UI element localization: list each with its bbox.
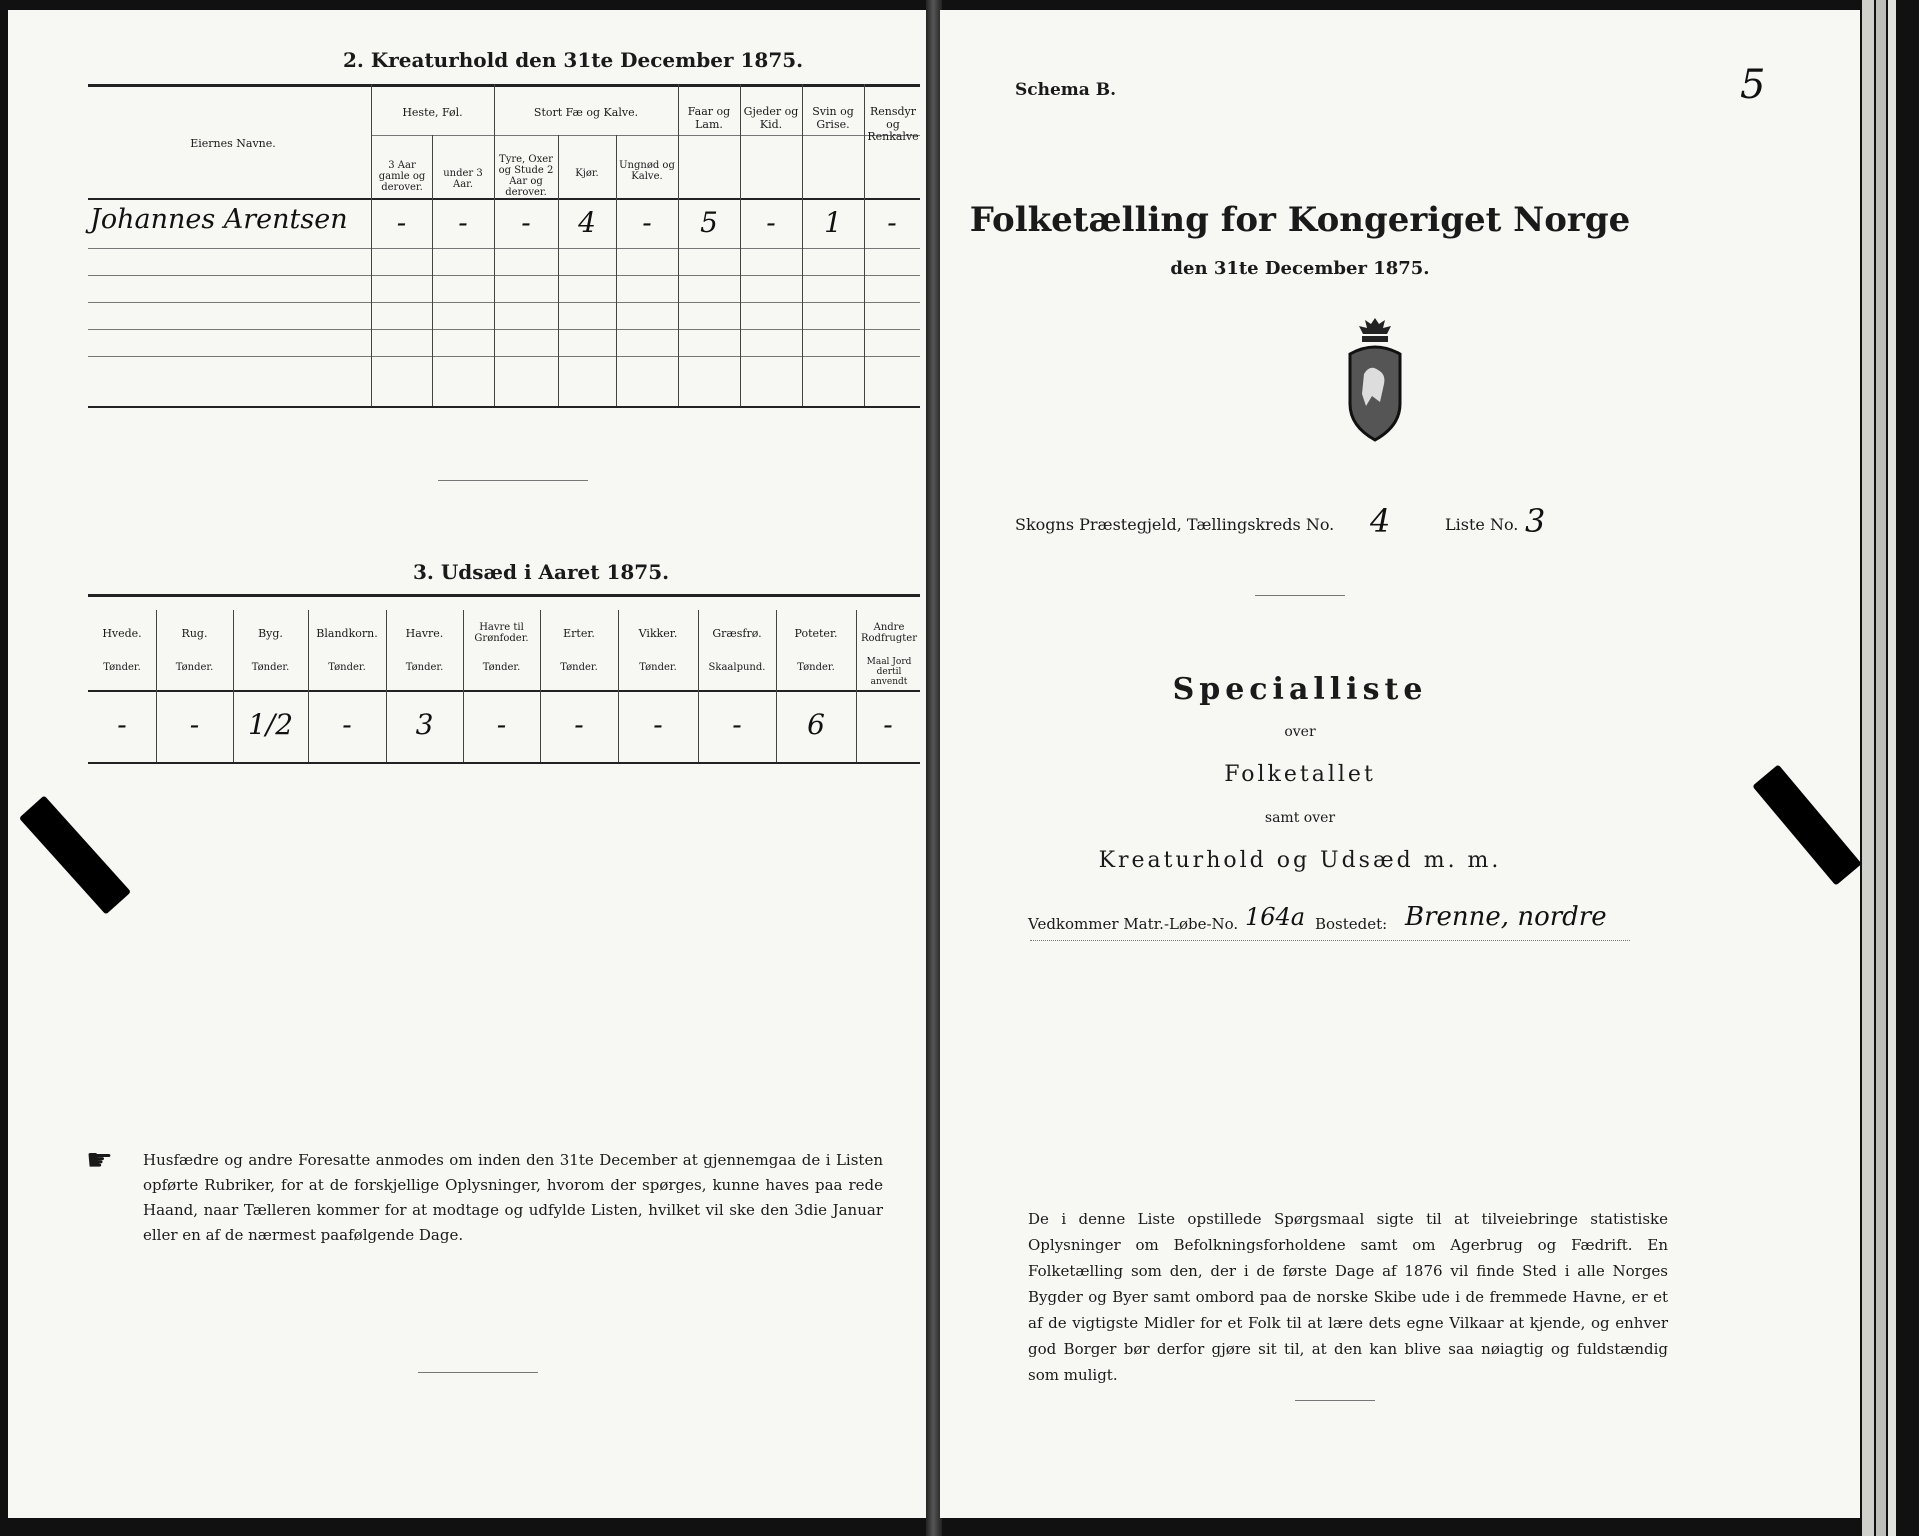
seed-unit: Tønder. bbox=[797, 662, 835, 673]
seed-header-rodfrugter: Andre Rodfrugter bbox=[861, 622, 917, 644]
col-divider bbox=[432, 135, 433, 406]
seed-unit: Tønder. bbox=[405, 662, 444, 673]
page-number: 5 bbox=[1740, 62, 1766, 108]
page-edge bbox=[1876, 0, 1886, 1536]
seed-cell-rodfrugter: - bbox=[883, 708, 893, 741]
col-tyre-oxer: Tyre, Oxer og Stude 2 Aar og derover. bbox=[498, 154, 554, 198]
row-rule bbox=[88, 302, 920, 303]
col-divider bbox=[740, 84, 741, 406]
row-rule bbox=[88, 329, 920, 330]
col-divider bbox=[371, 84, 372, 406]
col-divider bbox=[558, 135, 559, 406]
matr-label: Vedkommer Matr.-Løbe-No. bbox=[1028, 915, 1239, 933]
col-heste-under3: under 3 Aar. bbox=[443, 168, 483, 190]
col-divider bbox=[864, 84, 865, 406]
row-rule bbox=[88, 356, 920, 357]
seed-unit: Tønder. bbox=[482, 662, 521, 673]
cell-rensdyr: - bbox=[887, 206, 897, 239]
page-edge bbox=[1888, 0, 1896, 1536]
seed-header-poteter: Poteter. bbox=[794, 627, 838, 640]
row-rule bbox=[88, 248, 920, 249]
seed-header-erter: Erter. bbox=[563, 627, 595, 640]
matr-number: 164a bbox=[1245, 903, 1306, 931]
seed-unit: Tønder. bbox=[328, 662, 366, 673]
right-page bbox=[940, 10, 1860, 1518]
seed-table-top-rule bbox=[88, 594, 920, 597]
seed-header-vikker: Vikker. bbox=[638, 627, 678, 640]
page-edge bbox=[1862, 0, 1874, 1536]
cell-svin: 1 bbox=[824, 206, 842, 239]
cell-faar: 5 bbox=[700, 206, 718, 239]
seed-unit: Maal Jord dertil anvendt bbox=[866, 657, 912, 687]
col-ungnod: Ungnød og Kalve. bbox=[619, 160, 675, 182]
header-bottom-rule bbox=[88, 198, 920, 200]
seed-header-rug: Rug. bbox=[181, 627, 208, 640]
col-divider bbox=[802, 84, 803, 406]
seed-header-bottom-rule bbox=[88, 690, 920, 692]
seed-header-blandkorn: Blandkorn. bbox=[316, 627, 378, 640]
seed-cell-graesfro: - bbox=[732, 708, 742, 741]
folketallet-label: Folketallet bbox=[1224, 762, 1376, 787]
table-bottom-rule bbox=[88, 406, 920, 408]
separator-rule bbox=[1255, 595, 1345, 596]
col-svin: Svin og Grise. bbox=[812, 105, 854, 131]
list-label: Liste No. bbox=[1445, 515, 1519, 534]
separator-rule bbox=[418, 1372, 538, 1373]
stort-fae-group-header: Stort Fæ og Kalve. bbox=[533, 106, 639, 119]
cell-heste-3aar: - bbox=[396, 206, 407, 239]
seed-unit: Tønder. bbox=[639, 662, 677, 673]
col-gjeder: Gjeder og Kid. bbox=[743, 105, 799, 131]
seed-table-bottom-rule bbox=[88, 762, 920, 764]
table-top-rule bbox=[88, 84, 920, 87]
list-number: 3 bbox=[1525, 502, 1546, 540]
seed-header-graesfro: Græsfrø. bbox=[712, 627, 762, 640]
seed-cell-blandkorn: - bbox=[342, 708, 352, 741]
seed-unit: Tønder. bbox=[103, 662, 141, 673]
over-label: over bbox=[1284, 724, 1316, 740]
cell-tyre: - bbox=[521, 206, 531, 239]
cell-ungnod: - bbox=[642, 206, 652, 239]
cell-heste-under3: - bbox=[458, 206, 468, 239]
owner-name: Johannes Arentsen bbox=[90, 204, 348, 235]
main-title: Folketælling for Kongeriget Norge bbox=[969, 200, 1631, 240]
notice-paragraph: Husfædre og andre Foresatte anmodes om inden den 31te December at gjennemgaa de i Listen opførte Rubriker, for at de forskjellige Oplysninger, hvorom der spørges, kunne haves paa rede Haand, naar Tælleren kommer for at modtage og udfylde Listen, hvilket vil ske den 3die Januar eller en af de nærmest paafølgende Dage. bbox=[143, 1151, 883, 1244]
separator-rule bbox=[1295, 1400, 1375, 1401]
owner-header: Eiernes Navne. bbox=[190, 137, 276, 150]
left-page bbox=[8, 10, 928, 1518]
separator-rule bbox=[438, 480, 588, 481]
seed-cell-havre-gronfoder: - bbox=[496, 708, 507, 741]
seed-header-havre-gronfoder: Havre til Grønfoder. bbox=[474, 622, 529, 644]
info-paragraph: De i denne Liste opstillede Spørgsmaal sigte til at tilveiebringe statistiske Oplysninger om Befolkningsforholdene samt om Agerbrug og Fædrift. En Folketælling som den, der i de første Dage af 1876 vil finde Sted i alle Norges Bygder og Byer samt ombord paa de norske Skibe ude i de fremmede Havne, er et af de vigtigste Midler for et Folk til at lære dets egne Vilkaar at kjende, og enhver god Borger bør derfor gjøre sit til, at den kan blive saa nøiagtig og fuldstændig som muligt. bbox=[1028, 1210, 1668, 1384]
seed-unit: Tønder. bbox=[175, 662, 214, 673]
seed-header-havre: Havre. bbox=[405, 627, 444, 640]
seed-unit: Skaalpund. bbox=[708, 662, 766, 673]
header-rule bbox=[371, 135, 920, 136]
seed-cell-havre: 3 bbox=[415, 708, 434, 741]
norway-coat-of-arms-icon bbox=[1340, 314, 1410, 444]
seed-unit: Tønder. bbox=[560, 662, 598, 673]
seed-cell-byg: 1/2 bbox=[247, 708, 294, 741]
bosted-label: Bostedet: bbox=[1315, 915, 1388, 933]
col-kjor: Kjør. bbox=[575, 168, 599, 179]
col-divider bbox=[494, 84, 495, 406]
kreaturhold-label: Kreaturhold og Udsæd m. m. bbox=[1098, 848, 1502, 873]
seed-header-byg: Byg. bbox=[258, 627, 283, 640]
section3-title: 3. Udsæd i Aaret 1875. bbox=[413, 560, 670, 584]
specialliste-title: Specialliste bbox=[1172, 672, 1428, 707]
seed-cell-rug: - bbox=[189, 708, 200, 741]
seed-cell-poteter: 6 bbox=[807, 708, 825, 741]
section2-title: 2. Kreaturhold den 31te December 1875. bbox=[343, 48, 804, 72]
heste-group-header: Heste, Føl. bbox=[402, 106, 463, 119]
col-divider bbox=[678, 84, 679, 406]
schema-label: Schema B. bbox=[1015, 80, 1117, 100]
col-divider bbox=[616, 135, 617, 406]
seed-unit: Tønder. bbox=[251, 662, 290, 673]
col-faar: Faar og Lam. bbox=[687, 105, 731, 131]
fill-line bbox=[1030, 940, 1630, 941]
row-rule bbox=[88, 275, 920, 276]
cell-kjor: 4 bbox=[578, 206, 596, 239]
seed-cell-vikker: - bbox=[653, 708, 663, 741]
pointing-hand-icon: ☛ bbox=[86, 1143, 113, 1178]
samt-over-label: samt over bbox=[1264, 810, 1336, 826]
binding-marker bbox=[1752, 764, 1862, 885]
bosted-value: Brenne, nordre bbox=[1405, 902, 1607, 932]
seed-header-hvede: Hvede. bbox=[102, 627, 142, 640]
cell-gjeder: - bbox=[766, 206, 776, 239]
date-line: den 31te December 1875. bbox=[1170, 258, 1430, 279]
seed-cell-erter: - bbox=[574, 708, 584, 741]
col-rensdyr: Rensdyr og Renkalve bbox=[867, 105, 919, 144]
parish-label: Skogns Præstegjeld, Tællingskreds No. bbox=[1015, 515, 1335, 534]
binding-marker bbox=[19, 795, 131, 914]
col-heste-3aar: 3 Aar gamle og derover. bbox=[378, 160, 426, 193]
seed-cell-hvede: - bbox=[117, 708, 127, 741]
district-number: 4 bbox=[1370, 502, 1391, 540]
